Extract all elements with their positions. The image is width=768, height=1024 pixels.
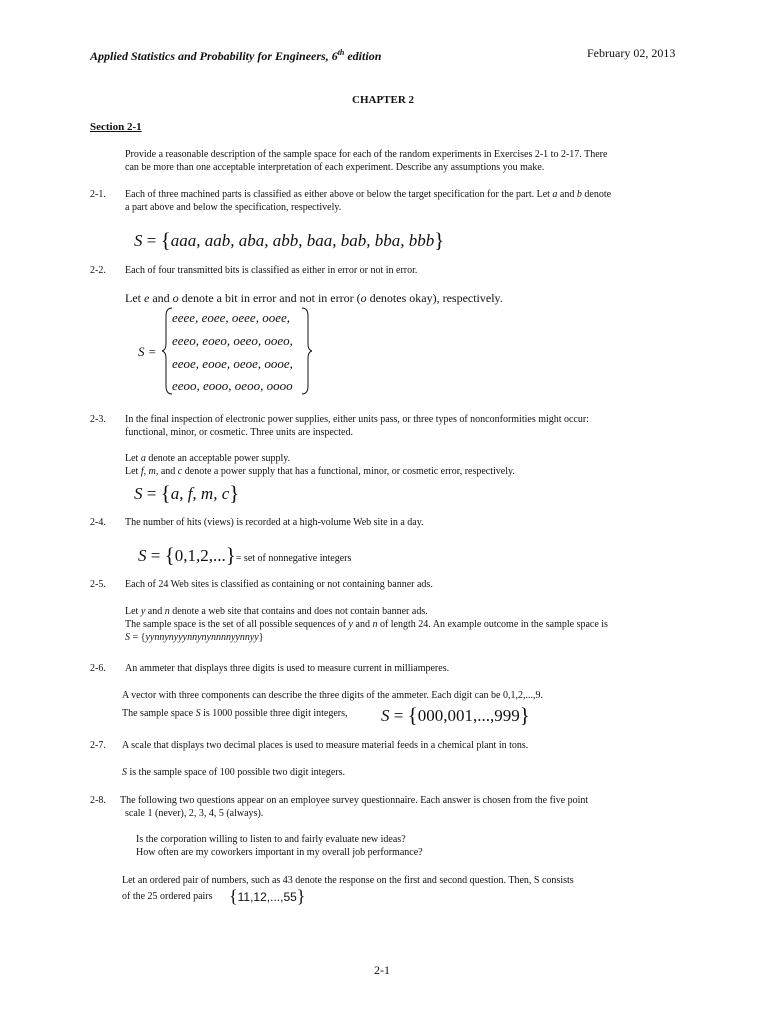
exercise-number: 2-5. bbox=[90, 579, 106, 590]
exercise-2-3-let-a: Let a denote an acceptable power supply. bbox=[125, 453, 291, 464]
intro-line-1: Provide a reasonable description of the sample space for each of the random experiments in Exercises 2-1 to 2-17. There bbox=[125, 149, 608, 160]
section-heading: Section 2-1 bbox=[90, 121, 142, 133]
sample-space-2-8: {11,12,...,55} bbox=[229, 886, 306, 906]
matrix-row: eeoo, eooo, oeoo, oooo bbox=[172, 378, 293, 393]
exercise-number: 2-8. bbox=[90, 795, 106, 806]
intro-line-2: can be more than one acceptable interpretation of each experiment. Describe any assumptions you make. bbox=[125, 162, 545, 173]
matrix-row: eeoe, eooe, oeoe, oooe, bbox=[172, 356, 293, 371]
exercise-2-6-text-2: A vector with three components can describe the three digits of the ammeter. Each digit can be 0,1,2,...,9. bbox=[122, 690, 543, 701]
exercise-2-7-text: A scale that displays two decimal places is used to measure material feeds in a chemical plant in tons. bbox=[122, 740, 529, 751]
exercise-2-5-text: Each of 24 Web sites is classified as containing or not containing banner ads. bbox=[125, 579, 433, 590]
exercise-2-5-let: Let y and n denote a web site that contains and does not contain banner ads. bbox=[125, 606, 428, 617]
exercise-number: 2-4. bbox=[90, 517, 106, 528]
exercise-2-8-text-3: Let an ordered pair of numbers, such as 43 denote the response on the first and second question. Then, S consists bbox=[122, 875, 574, 886]
exercise-number: 2-3. bbox=[90, 414, 106, 425]
exercise-2-8-text-2: scale 1 (never), 2, 3, 4, 5 (always). bbox=[125, 808, 264, 819]
exercise-number: 2-7. bbox=[90, 740, 106, 751]
exercise-2-3-text: In the final inspection of electronic power supplies, either units pass, or three types of nonconformities might occur: bbox=[125, 414, 590, 425]
header-date: February 02, 2013 bbox=[587, 46, 676, 60]
sample-space-2-5: S = {yynnynyyynnynynnnnyynnyy} bbox=[125, 632, 264, 643]
exercise-number: 2-6. bbox=[90, 663, 106, 674]
exercise-2-4-text: The number of hits (views) is recorded at a high-volume Web site in a day. bbox=[125, 517, 424, 528]
sample-space-2-1: S = {aaa, aab, aba, abb, baa, bab, bba, bbb} bbox=[134, 228, 445, 252]
exercise-number: 2-2. bbox=[90, 265, 106, 276]
sample-space-2-2-matrix bbox=[162, 306, 312, 396]
sample-space-2-6: S = {000,001,...,999} bbox=[381, 703, 530, 727]
chapter-title: CHAPTER 2 bbox=[352, 94, 415, 106]
sample-space-2-2-lhs: S = bbox=[138, 344, 157, 359]
survey-question-1: Is the corporation willing to listen to and fairly evaluate new ideas? bbox=[136, 834, 406, 845]
book-title: Applied Statistics and Probability for Engineers, 6th edition bbox=[90, 48, 382, 63]
exercise-2-7-text-2: S is the sample space of 100 possible two digit integers. bbox=[122, 767, 346, 778]
exercise-2-3-text-2: functional, minor, or cosmetic. Three units are inspected. bbox=[125, 427, 353, 438]
sample-space-2-4: S = {0,1,2,...}= set of nonnegative integers bbox=[138, 543, 352, 567]
survey-question-2: How often are my coworkers important in my overall job performance? bbox=[136, 847, 423, 858]
matrix-row: eeee, eoee, oeee, ooee, bbox=[172, 310, 290, 325]
exercise-2-5-text-3: The sample space is the set of all possible sequences of y and n of length 24. An example outcome in the sample space is bbox=[125, 619, 608, 630]
exercise-2-1-text: Each of three machined parts is classified as either above or below the target specification for the part. Let a and b denote bbox=[125, 189, 612, 200]
exercise-2-2-let: Let e and o denote a bit in error and not in error (o denotes okay), respectively. bbox=[125, 291, 503, 305]
exercise-2-6-text: An ammeter that displays three digits is used to measure current in milliamperes. bbox=[125, 663, 450, 674]
page-number: 2-1 bbox=[374, 963, 390, 977]
exercise-2-3-let-f: Let f, m, and c denote a power supply that has a functional, minor, or cosmetic error, respectively. bbox=[125, 466, 515, 477]
exercise-2-2-text: Each of four transmitted bits is classified as either in error or not in error. bbox=[125, 265, 418, 276]
exercise-2-8-text: The following two questions appear on an employee survey questionnaire. Each answer is chosen from the five point bbox=[120, 795, 589, 806]
matrix-row: eeeo, eoeo, oeeo, ooeo, bbox=[172, 333, 293, 348]
exercise-2-8-text-4: of the 25 ordered pairs bbox=[122, 891, 213, 902]
exercise-2-6-text-3: The sample space S is 1000 possible three digit integers, bbox=[122, 708, 348, 719]
sample-space-2-3: S = {a, f, m, c} bbox=[134, 481, 240, 505]
exercise-2-1-text-2: a part above and below the specification, respectively. bbox=[125, 202, 342, 213]
exercise-number: 2-1. bbox=[90, 189, 106, 200]
